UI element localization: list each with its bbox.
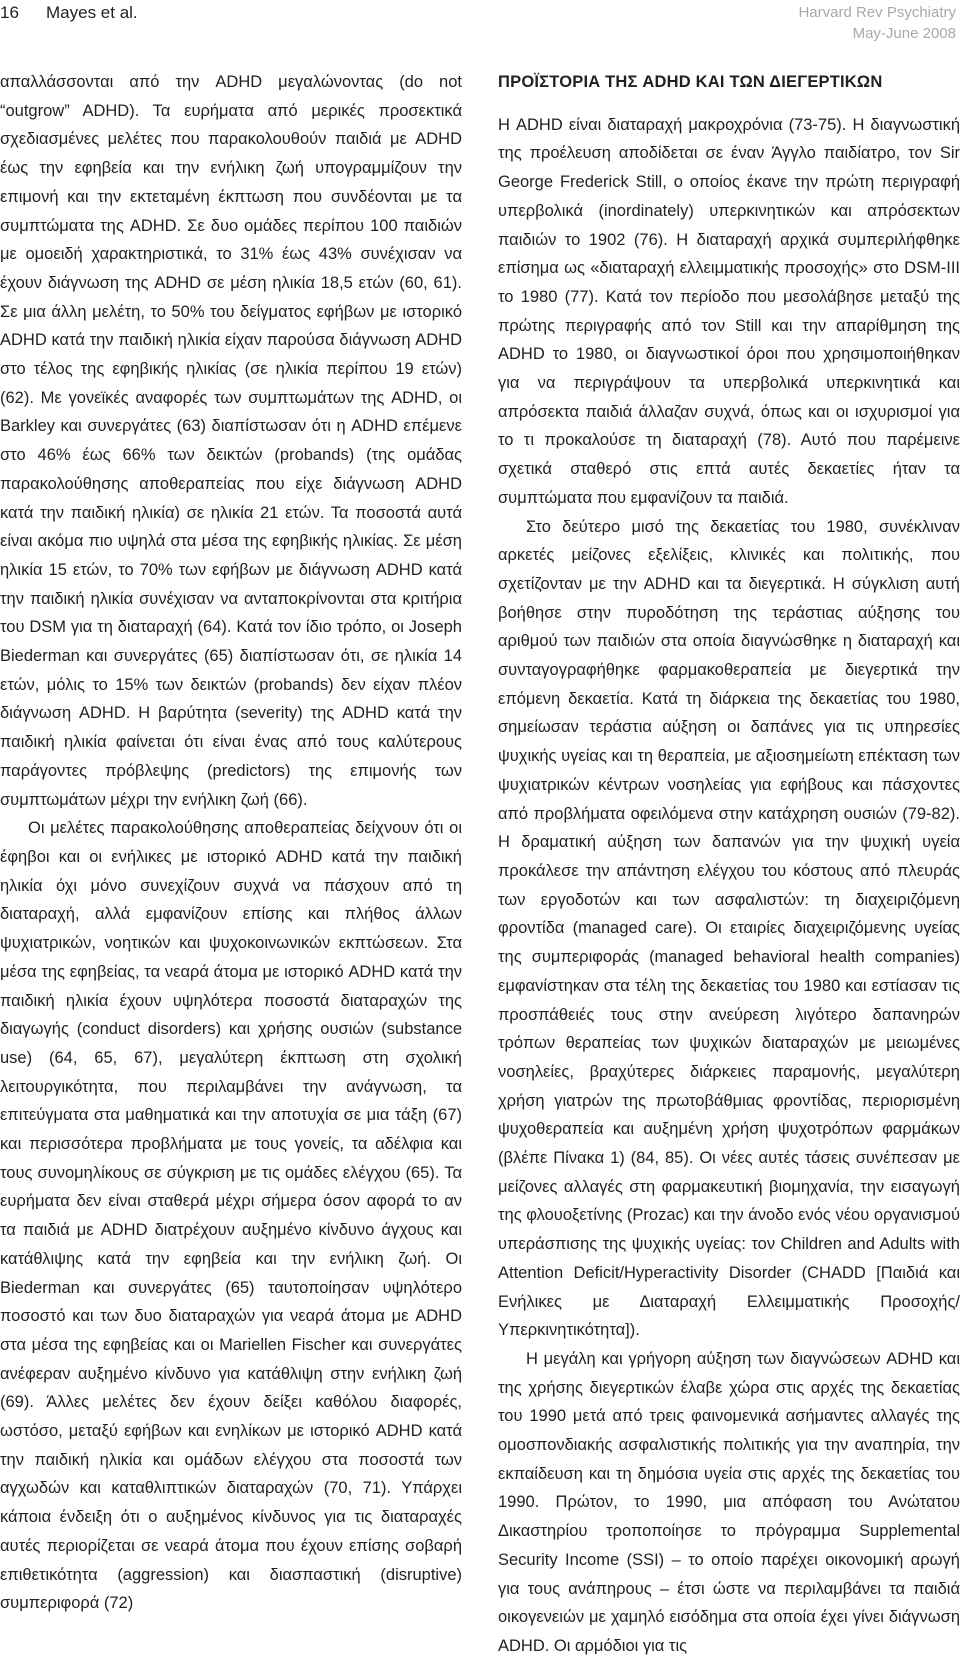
left-column: [0, 68, 462, 1618]
journal-issue: May-June 2008: [852, 25, 956, 42]
body-paragraph: Στο δεύτερο μισό της δεκαετίας του 1980, συνέκλιναν αρκετές μείζονες εξελίξεις, κλινικές και πολιτικής, που σχετίζονταν με την ADHD και τα διεγερτικά. Η σύγκλιση αυτή βοήθησε στην πυροδότηση της τεράστιας αύξησης του αριθμού των παιδιών στα οποία διαγνώσθηκε η διαταραχή και συνταγογραφήθηκε φαρμακοθεραπεία με διεγερτικά την επόμενη δεκαετία. Κατά τη διάρκεια της δεκαετίας του 1980, σημείωσαν τεράστια αύξηση οι δαπάνες για τις υπηρεσίες ψυχικής υγείας και τη θεραπεία, με αξιοσημείωτη επέκταση των ψυχιατρικών κέντρων νοσηλείας για εφήβους και πάσχοντες από προβλήματα οφειλόμενα στην κατάχρηση ουσιών (79-82). Η δραματική αύξηση των δαπανών για την ψυχική υγεία προκάλεσε την απάντηση ελέγχου του κόστους από πλευράς των εργοδοτών και των ασφαλιστών: τη διαχειριζόμενη φροντίδα (managed care). Οι εταιρίες διαχειριζόμενης υγείας της συμπεριφοράς (managed behavioral health companies) εμφανίστηκαν στα τέλη της δεκαετίας του 1980 και εστίασαν τις προσπάθειές τους στην ανεύρεση λιγότερο δαπανηρών τρόπων θεραπείας των ψυχικών διαταραχών με μειωμένες νοσηλείες, βραχύτερες διάρκειες παραμονής, μεγαλύτερη χρήση γιατρών της πρωτοβάθμιας φροντίδας, περιορισμένη ψυχοθεραπεία και αυξημένη χρήση ψυχοτρόπων φαρμάκων (βλέπε Πίνακα 1) (84, 85). Οι νέες αυτές τάσεις συνέπεσαν με μείζονες αλλαγές στη φαρμακευτική βιομηχανία, την εισαγωγή της φλουοξετίνης (Prozac) και την άνοδο ενός νέου οργανισμού υπεράσπισης της ψυχικής υγείας: τον Children and Adults with Attention Deficit/Hyperactivity Disorder (CHADD [Παιδιά και Ενήλικες με Διαταραχή Ελλειμματικής Προσοχής/Υπερκινητικότητα]).: [498, 517, 960, 1340]
section-title: ΠΡΟΪΣΤΟΡΙΑ ΤΗΣ ADHD ΚΑΙ ΤΩΝ ΔΙΕΓΕΡΤΙΚΩΝ: [498, 73, 883, 91]
body-paragraph: Η ADHD είναι διαταραχή μακροχρόνια (73-75). Η διαγνωστική της προέλευση αποδίδεται σε έναν Άγγλο παιδίατρο, τον Sir George Frederick Still, ο οποίος έκανε την πρώτη περιγραφή υπερβολικά (inordinately) υπερκινητικών και απρόσεκτων παιδιών το 1902 (76). Η διαταραχή αρχικά συμπεριλήφθηκε επίσημα ως «διαταραχή ελλειμματικής προσοχής» στο DSM-III το 1980 (77). Κατά τον περίοδο που μεσολάβησε μεταξύ της πρώτης περιγραφής από τον Still και την απαρίθμηση της ADHD το 1980, οι διαγνωστικοί όροι που χρησιμοποιήθηκαν για να περιγράψουν τα υπερβολικά υπερκινητικά και απρόσεκτα παιδιά άλλαζαν συχνά, όπως και οι ισχυρισμοί για το τι προκαλούσε τη διαταραχή (78). Αυτό που παρέμεινε σχετικά σταθερό στις επτά αυτές δεκαετίες ήταν τα συμπτώματα που εμφανίζουν τα παιδιά.: [498, 115, 960, 507]
page-number: 16: [0, 3, 19, 22]
running-authors: Mayes et al.: [46, 3, 138, 22]
body-paragraph: απαλλάσσονται από την ADHD μεγαλώνοντας (do not “outgrow” ADHD). Τα ευρήματα από μερικές προσεκτικά σχεδιασμένες μελέτες που παρακολουθούν παιδιά με ADHD έως την εφηβεία και την ενήλικη ζωή υπογραμμίζουν την επιμονή και την εκτεταμένη έκπτωση που συνδέονται με τα συμπτώματα της ADHD. Σε δυο ομάδες περίπου 100 παιδιών με ομοειδή χαρακτηριστικά, το 31% έως 43% συνέχισαν να έχουν διάγνωση της ADHD σε μέση ηλικία 18,5 ετών (60, 61). Σε μια άλλη μελέτη, το 50% του δείγματος εφήβων με ιστορικό ADHD κατά την παιδική ηλικία είχαν παρούσα διάγνωση ADHD στο τέλος της εφηβικής ηλικίας (σε ηλικία περίπου 19 ετών) (62). Με γονεϊκές αναφορές των συμπτωμάτων της ADHD, οι Barkley και συνεργάτες (63) διαπίστωσαν ότι η ADHD επέμενε στο 46% έως 66% των δεικτών (probands) (της ομάδας παρακολούθησης αποθεραπείας που είχε διάγνωση ADHD κατά την παιδική ηλικία) σε ηλικία 21 ετών. Τα ποσοστά αυτά είναι ακόμα πιο υψηλά στα μέσα της εφηβικής ηλικίας. Σε μέση ηλικία 15 ετών, το 70% των εφήβων με διάγνωση ADHD κατά την παιδική ηλικία συνέχισαν να ανταποκρίνονται στα κριτήρια του DSM για τη διαταραχή (64). Κατά τον ίδιο τρόπο, οι Joseph Biederman και συνεργάτες (65) διαπίστωσαν ότι, σε ηλικία 14 ετών, μόλις το 15% των δεικτών (probands) δεν είχαν πλέον διάγνωση ADHD. Η βαρύτητα (severity) της ADHD κατά την παιδική ηλικία φαίνεται ότι είναι ένας από τους καλύτερους παράγοντες πρόβλεψης (predictors) της επιμονής των συμπτωμάτων μέχρι την ενήλικη ζωή (66).: [0, 73, 462, 809]
page-header-right: [798, 2, 956, 44]
body-paragraph: Οι μελέτες παρακολούθησης αποθεραπείας δείχνουν ότι οι έφηβοι και οι ενήλικες με ιστορικό ADHD κατά την παιδική ηλικία όχι μόνο συνεχίζουν συχνά να πάσχουν από τη διαταραχή, αλλά εμφανίζουν επίσης και πλήθος άλλων ψυχιατρικών, νοητικών και ψυχοκοινωνικών εκπτώσεων. Στα μέσα της εφηβείας, τα νεαρά άτομα με ιστορικό ADHD κατά την παιδική ηλικία έχουν υψηλότερα ποσοστά διαταραχών της διαγωγής (conduct disorders) και χρήσης ουσιών (substance use) (64, 65, 67), μεγαλύτερη έκπτωση στη σχολική λειτουργικότητα, που περιλαμβάνει την ανάγνωση, τα επιτεύγματα στα μαθηματικά και την αποτυχία σε μια τάξη (67) και περισσότερα προβλήματα με τους γονείς, τα αδέλφια και τους συνομηλίκους σε σύγκριση με τις ομάδες ελέγχου (65). Τα ευρήματα δεν είναι σταθερά μέχρι σήμερα όσον αφορά το αν τα παιδιά με ADHD διατρέχουν αυξημένο κίνδυνο άγχους και κατάθλιψης κατά την εφηβεία και την ενήλικη ζωή. Οι Biederman και συνεργάτες (65) ταυτοποίησαν υψηλότερο ποσοστό και των δυο διαταραχών για νεαρά άτομα με ADHD στα μέσα της εφηβείας και οι Mariellen Fischer και συνεργάτες ανέφεραν αυξημένο κίνδυνο για κατάθλιψη στην ενήλικη ζωή (69). Άλλες μελέτες δεν έχουν δείξει καθόλου διαφορές, ωστόσο, μεταξύ εφήβων και ενηλίκων με ιστορικό ADHD κατά την παιδική ηλικία και ομάδων ελέγχου στα ποσοστά των αγχωδών και καταθλιπτικών διαταραχών (70, 71). Υπάρχει κάποια ένδειξη ότι ο αυξημένος κίνδυνος για τις διαταραχές αυτές περιορίζεται σε νεαρά άτομα που έχουν επίσης σοβαρή επιθετικότητα (aggression) και διασπαστική (disruptive) συμπεριφορά (72): [0, 819, 462, 1613]
right-column: [498, 68, 960, 1661]
body-paragraph: Η μεγάλη και γρήγορη αύξηση των διαγνώσεων ADHD και της χρήσης διεγερτικών έλαβε χώρα στις αρχές της δεκαετίας του 1990 μετά από τρεις φαινομενικά ασήμαντες αλλαγές της ομοσπονδιακής ασφαλιστικής πολιτικής για την αναπηρία, την εκπαίδευση και τη δημόσια υγεία στις αρχές της δεκαετίας του 1990. Πρώτον, το 1990, μια απόφαση του Ανώτατου Δικαστηρίου τροποποίησε το πρόγραμμα Supplemental Security Income (SSI) – το οποίο παρέχει οικονομική αρωγή για τους ανάπηρους – έτσι ώστε να περιλαμβάνει τα παιδιά οικογενειών με χαμηλό εισόδημα στα οποία έχει γίνει διάγνωση ADHD. Οι αρμόδιοι για τις: [498, 1349, 960, 1655]
page-header-left: [0, 2, 138, 24]
journal-name: Harvard Rev Psychiatry: [798, 4, 956, 21]
